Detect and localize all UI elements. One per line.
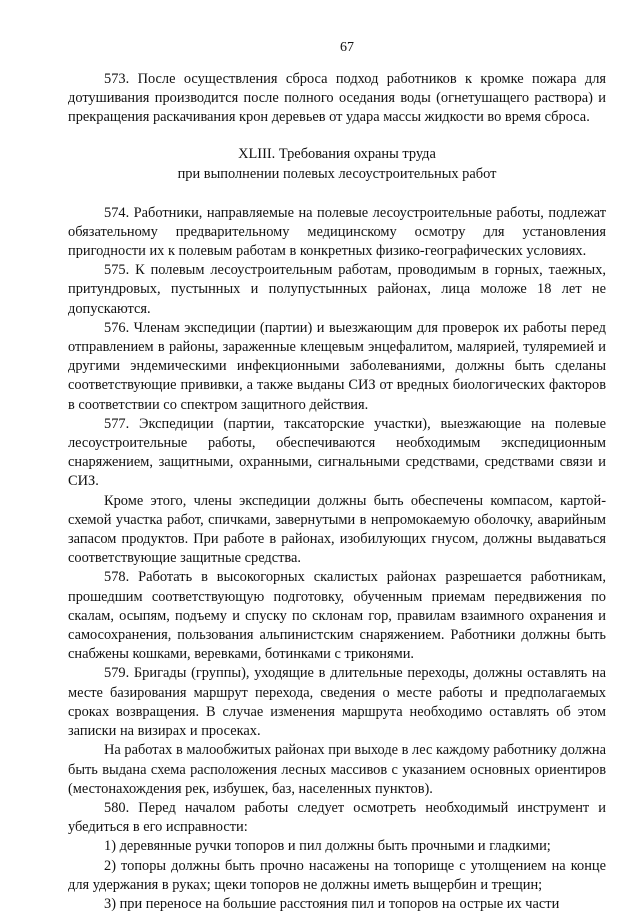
list-item-3: 3) при переносе на большие расстояния пил и топоров на острые их части (104, 895, 560, 912)
paragraph-576: 576. Членам экспедиции (партии) и выезжающим для проверок их работы перед отправлением в районы, зараженные клещевым энцефалитом, малярией, туляремией и другими эндемическими инфекционными заболеваниями, должны быть сделаны соответствующие прививки, а также выданы СИЗ от вредных биологических факторов в соответствии со спектром защитного действия. (68, 319, 606, 413)
paragraph-579: 579. Бригады (группы), уходящие в длительные переходы, должны оставлять на месте базирования маршрут перехода, сведения о месте работы и предполагаемых сроках возвращения. В случае изменения маршрута необходимо оставлять об этом записки на визирах и просеках. (68, 665, 606, 740)
paragraph-578: 578. Работать в высокогорных скалистых районах разрешается работникам, прошедшим соответствующую подготовку, обученным приемам передвижения по скалам, осыпям, подъему и спуску по склонам гор, правилам взаимного охранения и самосохранения, пользования альпинистским снаряжением. Работники должны быть снабжены кошками, веревками, ботинками с триконями. (68, 569, 606, 663)
list-item-1: 1) деревянные ручки топоров и пил должны быть прочными и гладкими; (104, 838, 551, 855)
paragraph-573: 573. После осуществления сброса подход работников к кромке пожара для дотушивания производится после полного оседания воды (огнетушащего раствора) и прекращения раскачивания крон деревьев от удара массы жидкости во время сброса. (68, 71, 606, 126)
section-title-line-2: при выполнении полевых лесоустроительных работ (177, 165, 497, 182)
section-title-line-1: XLIII. Требования охраны труда (238, 145, 436, 162)
paragraph-575: 575. К полевым лесоустроительным работам, проводимым в горных, таежных, притундровых, пустынных и полупустынных районах, лица моложе 18 лет не допускаются. (68, 262, 606, 317)
paragraph-574: 574. Работники, направляемые на полевые лесоустроительные работы, подлежат обязательному предварительному медицинскому осмотру для установления пригодности их к полевым работам в конкретных физико-географических условиях. (68, 204, 606, 260)
list-item-2: 2) топоры должны быть прочно насажены на топорище с утолщением на конце для удержания в руках; щеки топоров не должны иметь выщербин и трещин; (68, 857, 606, 893)
page-number: 67 (340, 40, 354, 55)
section-heading (68, 144, 606, 184)
paragraph-579-cont: На работах в малообжитых районах при выходе в лес каждому работнику должна быть выдана схема расположения лесных массивов с указанием основных ориентиров (местонахождения рек, избушек, баз, населенных пунктов). (68, 742, 606, 797)
paragraph-577-cont: Кроме этого, члены экспедиции должны быть обеспечены компасом, картой-схемой участка работ, спичками, завернутыми в непромокаемую оболочку, аварийным запасом продуктов. При работе в районах, изобилующих гнусом, должны выдаваться соответствующие защитные средства. (68, 492, 606, 567)
paragraph-580: 580. Перед началом работы следует осмотреть необходимый инструмент и убедиться в его исправности: (68, 799, 606, 836)
paragraph-577: 577. Экспедиции (партии, таксаторские участки), выезжающие на полевые лесоустроительные работы, обеспечиваются необходимым экспедиционным снаряжением, защитными, охранными, сигнальными средствами, средствами связи и СИЗ. (68, 415, 606, 490)
